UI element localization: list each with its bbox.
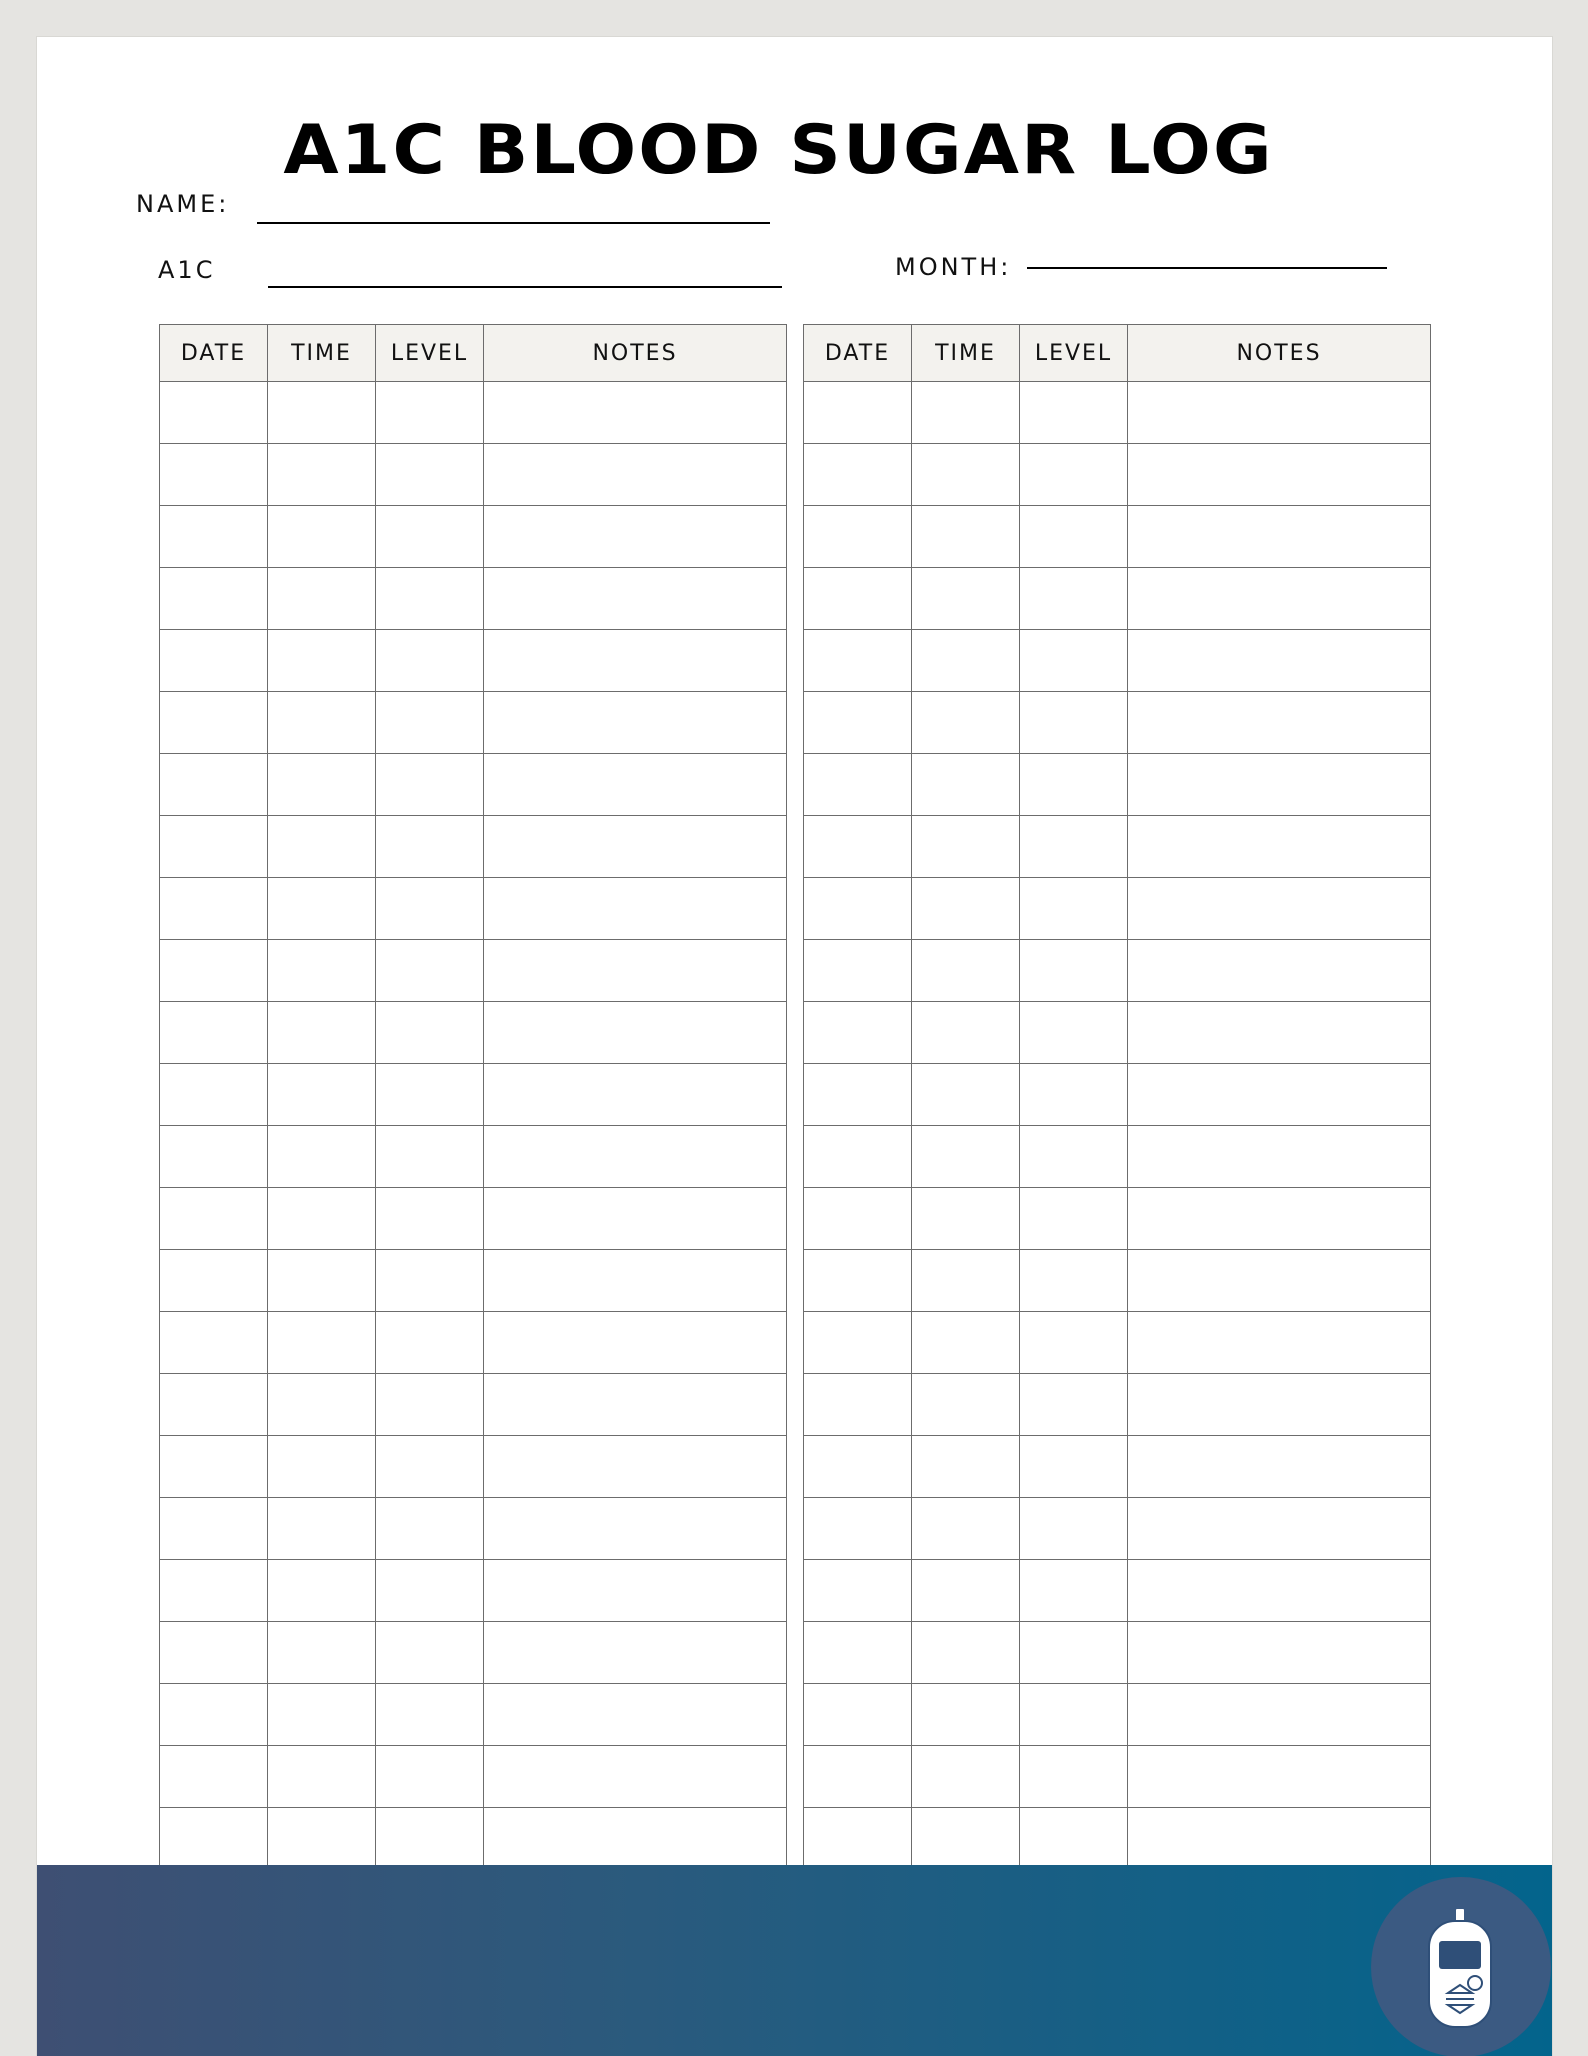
table-row bbox=[804, 1002, 1431, 1064]
cell-notes[interactable] bbox=[1128, 754, 1431, 816]
cell-level[interactable] bbox=[376, 1808, 484, 1870]
cell-date[interactable] bbox=[804, 1560, 912, 1622]
glucose-meter-icon bbox=[1425, 1907, 1497, 2031]
cell-date[interactable] bbox=[160, 1622, 268, 1684]
table-row bbox=[804, 1684, 1431, 1746]
cell-notes[interactable] bbox=[1128, 692, 1431, 754]
cell-notes[interactable] bbox=[1128, 1064, 1431, 1126]
cell-notes[interactable] bbox=[1128, 382, 1431, 444]
cell-date[interactable] bbox=[160, 382, 268, 444]
cell-level[interactable] bbox=[1020, 568, 1128, 630]
table-row bbox=[160, 940, 787, 1002]
cell-notes[interactable] bbox=[1128, 1436, 1431, 1498]
cell-date[interactable] bbox=[804, 754, 912, 816]
cell-date[interactable] bbox=[160, 1188, 268, 1250]
cell-date[interactable] bbox=[804, 1188, 912, 1250]
table-row bbox=[160, 630, 787, 692]
table-header-row bbox=[160, 325, 787, 382]
cell-notes[interactable] bbox=[484, 1312, 787, 1374]
cell-date[interactable] bbox=[804, 1684, 912, 1746]
cell-date[interactable] bbox=[160, 878, 268, 940]
cell-notes[interactable] bbox=[484, 940, 787, 1002]
table-row bbox=[160, 1002, 787, 1064]
table-row bbox=[804, 692, 1431, 754]
cell-notes[interactable] bbox=[484, 382, 787, 444]
cell-time[interactable] bbox=[912, 816, 1020, 878]
table-row bbox=[160, 1436, 787, 1498]
cell-notes[interactable] bbox=[484, 1684, 787, 1746]
column-header-level: LEVEL bbox=[376, 325, 484, 382]
cell-level[interactable] bbox=[376, 940, 484, 1002]
month-label: MONTH: bbox=[895, 253, 1012, 281]
cell-time[interactable] bbox=[268, 692, 376, 754]
cell-level[interactable] bbox=[1020, 1064, 1128, 1126]
cell-date[interactable] bbox=[160, 1436, 268, 1498]
table-row bbox=[160, 1126, 787, 1188]
table-row bbox=[160, 506, 787, 568]
cell-level[interactable] bbox=[1020, 754, 1128, 816]
cell-notes[interactable] bbox=[484, 1808, 787, 1870]
cell-time[interactable] bbox=[912, 506, 1020, 568]
name-label: NAME: bbox=[136, 190, 230, 218]
cell-notes[interactable] bbox=[484, 568, 787, 630]
table-row bbox=[804, 1064, 1431, 1126]
table-row bbox=[804, 754, 1431, 816]
cell-date[interactable] bbox=[160, 816, 268, 878]
cell-date[interactable] bbox=[804, 382, 912, 444]
cell-level[interactable] bbox=[1020, 1374, 1128, 1436]
cell-date[interactable] bbox=[160, 1684, 268, 1746]
meter-badge bbox=[1371, 1877, 1551, 2056]
cell-date[interactable] bbox=[804, 1436, 912, 1498]
cell-level[interactable] bbox=[376, 1002, 484, 1064]
cell-notes[interactable] bbox=[484, 444, 787, 506]
cell-notes[interactable] bbox=[1128, 1374, 1431, 1436]
cell-level[interactable] bbox=[376, 1188, 484, 1250]
cell-level[interactable] bbox=[376, 1064, 484, 1126]
table-header-row bbox=[804, 325, 1431, 382]
cell-time[interactable] bbox=[912, 1188, 1020, 1250]
cell-notes[interactable] bbox=[1128, 1126, 1431, 1188]
cell-level[interactable] bbox=[1020, 506, 1128, 568]
cell-notes[interactable] bbox=[484, 1436, 787, 1498]
cell-notes[interactable] bbox=[484, 1250, 787, 1312]
table-row bbox=[160, 444, 787, 506]
cell-date[interactable] bbox=[804, 1622, 912, 1684]
cell-date[interactable] bbox=[160, 1312, 268, 1374]
cell-date[interactable] bbox=[804, 568, 912, 630]
cell-level[interactable] bbox=[376, 816, 484, 878]
cell-notes[interactable] bbox=[484, 1002, 787, 1064]
cell-notes[interactable] bbox=[1128, 878, 1431, 940]
cell-date[interactable] bbox=[804, 1312, 912, 1374]
log-table-left bbox=[159, 324, 787, 1870]
table-row bbox=[160, 568, 787, 630]
cell-time[interactable] bbox=[268, 382, 376, 444]
cell-notes[interactable] bbox=[484, 754, 787, 816]
cell-time[interactable] bbox=[912, 754, 1020, 816]
cell-time[interactable] bbox=[268, 1498, 376, 1560]
cell-date[interactable] bbox=[160, 568, 268, 630]
cell-level[interactable] bbox=[1020, 1188, 1128, 1250]
column-header-time: TIME bbox=[912, 325, 1020, 382]
cell-time[interactable] bbox=[912, 1684, 1020, 1746]
cell-time[interactable] bbox=[268, 1808, 376, 1870]
table-row bbox=[804, 1560, 1431, 1622]
cell-level[interactable] bbox=[376, 506, 484, 568]
cell-time[interactable] bbox=[268, 1436, 376, 1498]
table-row bbox=[160, 1498, 787, 1560]
cell-level[interactable] bbox=[376, 1684, 484, 1746]
cell-time[interactable] bbox=[912, 1746, 1020, 1808]
cell-level[interactable] bbox=[376, 1374, 484, 1436]
table-row bbox=[160, 1684, 787, 1746]
table-row bbox=[804, 1188, 1431, 1250]
cell-date[interactable] bbox=[160, 1126, 268, 1188]
cell-time[interactable] bbox=[912, 382, 1020, 444]
cell-date[interactable] bbox=[160, 1746, 268, 1808]
cell-time[interactable] bbox=[912, 1002, 1020, 1064]
cell-notes[interactable] bbox=[1128, 816, 1431, 878]
cell-date[interactable] bbox=[804, 1808, 912, 1870]
cell-level[interactable] bbox=[376, 1436, 484, 1498]
cell-time[interactable] bbox=[912, 1064, 1020, 1126]
cell-date[interactable] bbox=[804, 878, 912, 940]
cell-level[interactable] bbox=[1020, 816, 1128, 878]
table-row bbox=[160, 692, 787, 754]
cell-level[interactable] bbox=[376, 444, 484, 506]
cell-level[interactable] bbox=[376, 1560, 484, 1622]
cell-date[interactable] bbox=[804, 1002, 912, 1064]
cell-level[interactable] bbox=[1020, 1498, 1128, 1560]
cell-date[interactable] bbox=[160, 940, 268, 1002]
table-row bbox=[804, 940, 1431, 1002]
table-row bbox=[804, 1250, 1431, 1312]
cell-level[interactable] bbox=[1020, 878, 1128, 940]
cell-time[interactable] bbox=[268, 506, 376, 568]
cell-date[interactable] bbox=[160, 630, 268, 692]
table-row bbox=[160, 1622, 787, 1684]
table-row bbox=[804, 1436, 1431, 1498]
month-field[interactable] bbox=[1027, 267, 1387, 269]
cell-date[interactable] bbox=[804, 1374, 912, 1436]
table-row bbox=[160, 1746, 787, 1808]
cell-date[interactable] bbox=[160, 1064, 268, 1126]
table-row bbox=[804, 382, 1431, 444]
cell-date[interactable] bbox=[804, 940, 912, 1002]
cell-notes[interactable] bbox=[484, 1126, 787, 1188]
cell-time[interactable] bbox=[268, 568, 376, 630]
cell-time[interactable] bbox=[268, 630, 376, 692]
table-row bbox=[804, 878, 1431, 940]
cell-date[interactable] bbox=[804, 444, 912, 506]
cell-level[interactable] bbox=[1020, 382, 1128, 444]
table-row bbox=[160, 754, 787, 816]
cell-level[interactable] bbox=[1020, 1622, 1128, 1684]
cell-date[interactable] bbox=[160, 1560, 268, 1622]
cell-date[interactable] bbox=[160, 1002, 268, 1064]
name-field[interactable] bbox=[257, 222, 770, 224]
cell-level[interactable] bbox=[1020, 940, 1128, 1002]
cell-time[interactable] bbox=[912, 1374, 1020, 1436]
a1c-field[interactable] bbox=[268, 286, 782, 288]
cell-date[interactable] bbox=[804, 1498, 912, 1560]
cell-level[interactable] bbox=[376, 568, 484, 630]
table-row bbox=[804, 568, 1431, 630]
cell-date[interactable] bbox=[804, 1250, 912, 1312]
cell-time[interactable] bbox=[268, 754, 376, 816]
table-row bbox=[160, 1064, 787, 1126]
cell-notes[interactable] bbox=[484, 878, 787, 940]
cell-level[interactable] bbox=[1020, 1436, 1128, 1498]
cell-time[interactable] bbox=[268, 1188, 376, 1250]
cell-time[interactable] bbox=[268, 1560, 376, 1622]
column-header-notes: NOTES bbox=[1128, 325, 1431, 382]
cell-level[interactable] bbox=[376, 630, 484, 692]
cell-level[interactable] bbox=[376, 1498, 484, 1560]
cell-notes[interactable] bbox=[1128, 444, 1431, 506]
page-title: A1C BLOOD SUGAR LOG bbox=[283, 111, 1274, 190]
cell-date[interactable] bbox=[160, 692, 268, 754]
table-row bbox=[804, 1126, 1431, 1188]
cell-time[interactable] bbox=[912, 1312, 1020, 1374]
cell-date[interactable] bbox=[160, 444, 268, 506]
table-row bbox=[160, 816, 787, 878]
cell-time[interactable] bbox=[268, 1312, 376, 1374]
cell-level[interactable] bbox=[1020, 692, 1128, 754]
cell-date[interactable] bbox=[804, 816, 912, 878]
cell-time[interactable] bbox=[268, 1250, 376, 1312]
cell-time[interactable] bbox=[268, 1002, 376, 1064]
cell-date[interactable] bbox=[160, 1498, 268, 1560]
cell-time[interactable] bbox=[912, 1250, 1020, 1312]
cell-level[interactable] bbox=[1020, 1560, 1128, 1622]
cell-level[interactable] bbox=[376, 1312, 484, 1374]
cell-level[interactable] bbox=[376, 878, 484, 940]
table-row bbox=[804, 1312, 1431, 1374]
cell-time[interactable] bbox=[912, 692, 1020, 754]
cell-date[interactable] bbox=[160, 506, 268, 568]
column-header-level: LEVEL bbox=[1020, 325, 1128, 382]
cell-date[interactable] bbox=[160, 1250, 268, 1312]
cell-time[interactable] bbox=[912, 1436, 1020, 1498]
column-header-date: DATE bbox=[160, 325, 268, 382]
table-row bbox=[160, 1312, 787, 1374]
table-row bbox=[160, 1808, 787, 1870]
cell-level[interactable] bbox=[1020, 1746, 1128, 1808]
table-row bbox=[804, 1622, 1431, 1684]
table-row bbox=[160, 1250, 787, 1312]
cell-time[interactable] bbox=[912, 940, 1020, 1002]
column-header-time: TIME bbox=[268, 325, 376, 382]
cell-notes[interactable] bbox=[1128, 1622, 1431, 1684]
cell-notes[interactable] bbox=[1128, 568, 1431, 630]
cell-level[interactable] bbox=[376, 1746, 484, 1808]
cell-notes[interactable] bbox=[484, 1746, 787, 1808]
cell-time[interactable] bbox=[268, 1374, 376, 1436]
cell-notes[interactable] bbox=[1128, 1746, 1431, 1808]
cell-notes[interactable] bbox=[484, 816, 787, 878]
cell-date[interactable] bbox=[160, 1808, 268, 1870]
cell-notes[interactable] bbox=[484, 506, 787, 568]
cell-date[interactable] bbox=[804, 692, 912, 754]
cell-notes[interactable] bbox=[1128, 1560, 1431, 1622]
table-row bbox=[804, 1498, 1431, 1560]
a1c-label: A1C bbox=[158, 256, 216, 284]
cell-time[interactable] bbox=[912, 444, 1020, 506]
cell-time[interactable] bbox=[912, 1622, 1020, 1684]
cell-level[interactable] bbox=[1020, 1250, 1128, 1312]
cell-date[interactable] bbox=[804, 1126, 912, 1188]
cell-notes[interactable] bbox=[1128, 630, 1431, 692]
table-row bbox=[804, 816, 1431, 878]
cell-time[interactable] bbox=[268, 878, 376, 940]
cell-notes[interactable] bbox=[1128, 1498, 1431, 1560]
cell-notes[interactable] bbox=[1128, 940, 1431, 1002]
cell-notes[interactable] bbox=[1128, 1250, 1431, 1312]
cell-time[interactable] bbox=[268, 1126, 376, 1188]
cell-time[interactable] bbox=[268, 1684, 376, 1746]
cell-time[interactable] bbox=[268, 1746, 376, 1808]
cell-time[interactable] bbox=[912, 878, 1020, 940]
cell-date[interactable] bbox=[804, 1064, 912, 1126]
cell-level[interactable] bbox=[376, 1250, 484, 1312]
cell-notes[interactable] bbox=[484, 1622, 787, 1684]
cell-level[interactable] bbox=[376, 1126, 484, 1188]
cell-date[interactable] bbox=[160, 754, 268, 816]
cell-date[interactable] bbox=[804, 1746, 912, 1808]
table-row bbox=[804, 506, 1431, 568]
table-row bbox=[160, 1374, 787, 1436]
cell-time[interactable] bbox=[912, 1498, 1020, 1560]
column-header-date: DATE bbox=[804, 325, 912, 382]
cell-date[interactable] bbox=[160, 1374, 268, 1436]
cell-level[interactable] bbox=[1020, 1684, 1128, 1746]
table-row bbox=[160, 382, 787, 444]
cell-notes[interactable] bbox=[484, 1560, 787, 1622]
table-row bbox=[804, 630, 1431, 692]
cell-date[interactable] bbox=[804, 630, 912, 692]
cell-level[interactable] bbox=[1020, 1002, 1128, 1064]
log-page bbox=[37, 37, 1552, 2056]
cell-notes[interactable] bbox=[1128, 1684, 1431, 1746]
table-row bbox=[804, 1746, 1431, 1808]
cell-level[interactable] bbox=[1020, 1808, 1128, 1870]
cell-level[interactable] bbox=[376, 382, 484, 444]
cell-time[interactable] bbox=[912, 1808, 1020, 1870]
cell-time[interactable] bbox=[268, 940, 376, 1002]
cell-notes[interactable] bbox=[484, 692, 787, 754]
cell-notes[interactable] bbox=[484, 630, 787, 692]
cell-notes[interactable] bbox=[1128, 506, 1431, 568]
cell-time[interactable] bbox=[912, 630, 1020, 692]
cell-notes[interactable] bbox=[484, 1374, 787, 1436]
cell-time[interactable] bbox=[912, 1560, 1020, 1622]
cell-time[interactable] bbox=[268, 1064, 376, 1126]
cell-notes[interactable] bbox=[1128, 1002, 1431, 1064]
cell-notes[interactable] bbox=[1128, 1312, 1431, 1374]
cell-level[interactable] bbox=[1020, 444, 1128, 506]
table-row bbox=[804, 1808, 1431, 1870]
table-row bbox=[160, 1560, 787, 1622]
table-row bbox=[804, 1374, 1431, 1436]
cell-level[interactable] bbox=[376, 1622, 484, 1684]
cell-time[interactable] bbox=[268, 1622, 376, 1684]
footer-band bbox=[37, 1865, 1552, 2056]
cell-notes[interactable] bbox=[484, 1188, 787, 1250]
log-table-right bbox=[803, 324, 1431, 1870]
cell-level[interactable] bbox=[376, 754, 484, 816]
column-header-notes: NOTES bbox=[484, 325, 787, 382]
cell-time[interactable] bbox=[268, 816, 376, 878]
cell-notes[interactable] bbox=[484, 1064, 787, 1126]
cell-time[interactable] bbox=[912, 568, 1020, 630]
cell-notes[interactable] bbox=[484, 1498, 787, 1560]
table-row bbox=[804, 444, 1431, 506]
table-row bbox=[160, 878, 787, 940]
cell-time[interactable] bbox=[268, 444, 376, 506]
cell-level[interactable] bbox=[376, 692, 484, 754]
table-row bbox=[160, 1188, 787, 1250]
cell-level[interactable] bbox=[1020, 1312, 1128, 1374]
cell-level[interactable] bbox=[1020, 1126, 1128, 1188]
cell-level[interactable] bbox=[1020, 630, 1128, 692]
cell-time[interactable] bbox=[912, 1126, 1020, 1188]
cell-notes[interactable] bbox=[1128, 1808, 1431, 1870]
cell-notes[interactable] bbox=[1128, 1188, 1431, 1250]
cell-date[interactable] bbox=[804, 506, 912, 568]
